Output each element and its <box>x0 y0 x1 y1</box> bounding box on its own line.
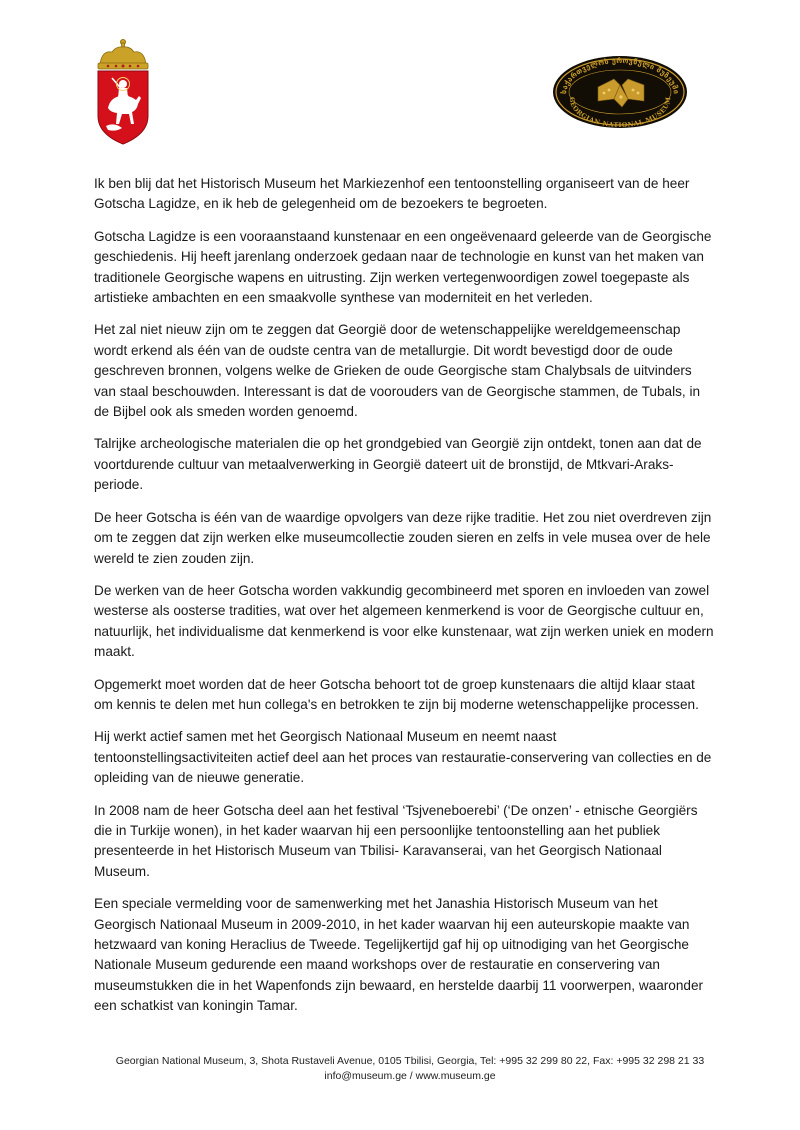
paragraph: De werken van de heer Gotscha worden vakkundig gecombineerd met sporen en invloeden van zowel westerse als oosterse tradities, wat over het algemeen kenmerkend is voor de Georgische cultuur en, natuurlijk, het individualisme dat kenmerkend is voor elke kunstenaar, wat zijn werken uniek en modern maakt. <box>94 582 714 660</box>
paragraph: Hij werkt actief samen met het Georgisch Nationaal Museum en neemt naast tentoonstellingsactiviteiten actief deel aan het proces van restauratie-conservering van collecties en de opleiding van de nieuwe generatie. <box>94 729 712 786</box>
museum-logo-top-text: საქართველოს ეროვნული მუზეუმი <box>558 55 682 95</box>
footer-address: Georgian National Museum, 3, Shota Rustaveli Avenue, 0105 Tbilisi, Georgia, Tel: +995 32 299 80 22, Fax: +995 32 298 21 33 <box>115 1055 705 1067</box>
georgian-national-museum-logo-icon <box>552 55 688 129</box>
paragraph: Het zal niet nieuw zijn om te zeggen dat Georgië door de wetenschappelijke wereldgemeenschap wordt erkend als één van de oudste centra van de metallurgie. Dit wordt bevestigd door de oude geschreven bronnen, volgens welke de Grieken de oude Georgische stam Chalybsals de uitvinders van staal beschouwden. Interessant is dat de voorouders van de Georgische stammen, de Tubals, in de Bijbel ook als smeden worden genoemd. <box>94 322 701 420</box>
museum-logo-bottom-text: GEORGIAN NATIONAL MUSEUM <box>567 96 673 129</box>
paragraph: Een speciale vermelding voor de samenwerking met het Janashia Historisch Museum van het Georgisch Nationaal Museum in 2009-2010, in het kader waarvan hij een auteurskopie maakte van hetzwaard van koning Heraclius de Tweede. Tegelijkertijd gaf hij op uitnodiging van het Georgische Nationale Museum gedurende een maand workshops over de restauratie en conservering van museumstukken die in het Wapenfonds zijn bewaard, en herstelde daarbij 11 voorwerpen, waaronder een schatkist van koningin Tamar. <box>94 896 704 1014</box>
paragraph: Talrijke archeologische materialen die op het grondgebied van Georgië zijn ontdekt, tonen aan dat de voortdurende cultuur van metaalverwerking in Georgië dateert uit de bronstijd, de Mtkvari-Araks-periode. <box>94 436 702 493</box>
paragraph: In 2008 nam de heer Gotscha deel aan het festival ‘Tsjveneboerebi’ (‘De onzen’ - etnische Georgiërs die in Turkije wonen), in het kader waarvan hij een persoonlijke tentoonstelling aan het publiek presenteerde in het Historisch Museum van Tbilisi- Karavanserai, van het Georgisch Nationaal Museum. <box>94 802 698 879</box>
letter-body <box>94 174 714 1029</box>
paragraph: Opgemerkt moet worden dat de heer Gotscha behoort tot de groep kunstenaars die altijd klaar staat om kennis te delen met hun collega's en betrokken te zijn bij moderne wetenschappelijke processen. <box>94 676 699 712</box>
paragraph: De heer Gotscha is één van de waardige opvolgers van deze rijke traditie. Het zou niet overdreven zijn om te zeggen dat zijn werken elke museumcollectie zouden sieren en zelfs in vele musea over de hele wereld te zien zouden zijn. <box>94 509 712 566</box>
paragraph: Gotscha Lagidze is een vooraanstaand kunstenaar en een ongeëvenaard geleerde van de Georgische geschiedenis. Hij heeft jarenlang onderzoek gedaan naar de technologie en kunst van het maken van traditionele Georgische wapens en uitrusting. Zijn werken vertegenwoordigen zowel toegepaste als artistieke ambachten en een smaakvolle synthese van moderniteit en het verleden. <box>94 228 712 306</box>
georgia-coat-of-arms-icon <box>92 38 154 146</box>
footer <box>60 1054 760 1084</box>
paragraph: Ik ben blij dat het Historisch Museum het Markiezenhof een tentoonstelling organiseert van de heer Gotscha Lagidze, en ik heb de gelegenheid om de bezoekers te begroeten. <box>94 176 690 212</box>
footer-contact: info@museum.ge / www.museum.ge <box>324 1070 496 1082</box>
